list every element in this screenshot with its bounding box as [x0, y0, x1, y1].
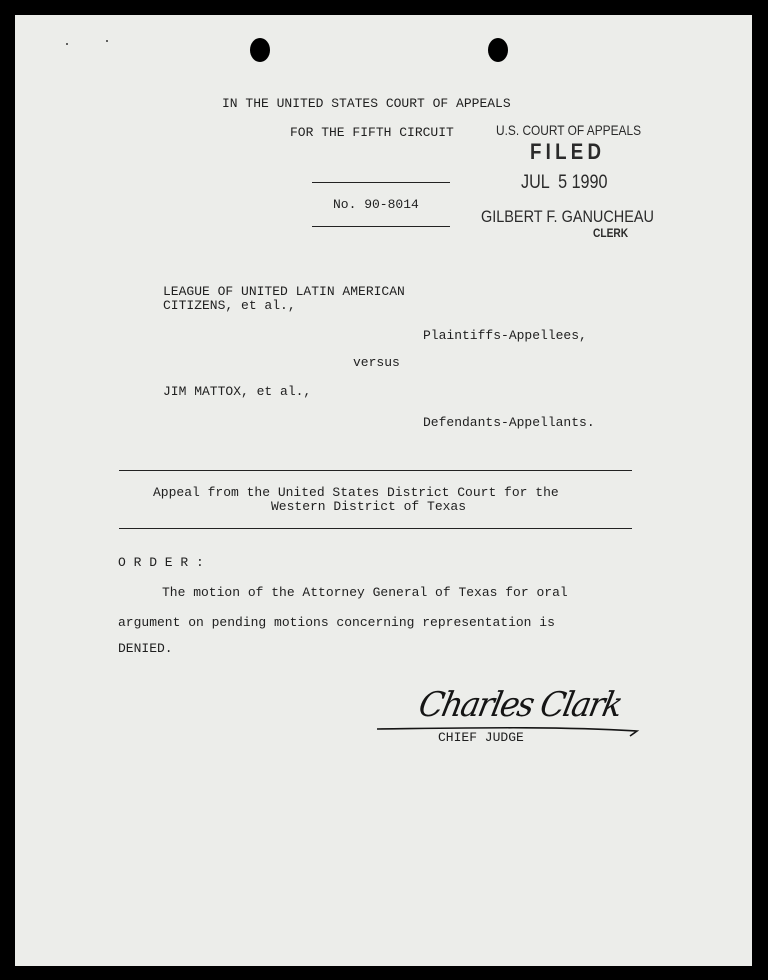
plaintiff-name: LEAGUE OF UNITED LATIN AMERICAN [163, 284, 405, 299]
appeal-line-1: Appeal from the United States District Court for the [153, 485, 559, 500]
order-heading: O R D E R : [118, 555, 204, 570]
stamp-clerk-name: GILBERT F. GANUCHEAU [481, 207, 654, 226]
stamp-date: JUL 5 1990 [521, 172, 608, 193]
speck [66, 43, 68, 45]
circuit-title: FOR THE FIFTH CIRCUIT [290, 125, 454, 140]
order-text-1: The motion of the Attorney General of Texas for oral [162, 585, 568, 600]
stamp-court: U.S. COURT OF APPEALS [496, 122, 642, 138]
divider [312, 226, 450, 227]
stamp-clerk-title: CLERK [593, 226, 629, 240]
divider [312, 182, 450, 183]
signer-title: CHIEF JUDGE [438, 730, 524, 745]
order-text-3: DENIED. [118, 641, 173, 656]
order-text-2: argument on pending motions concerning representation is [118, 615, 555, 630]
divider [119, 470, 632, 471]
versus: versus [353, 355, 400, 370]
document-page [15, 15, 752, 966]
punch-hole [250, 38, 270, 62]
court-title: IN THE UNITED STATES COURT OF APPEALS [222, 96, 511, 111]
plaintiff-name-cont: CITIZENS, et al., [163, 298, 296, 313]
divider [119, 528, 632, 529]
stamp-status: FILED [530, 139, 606, 164]
defendant-name: JIM MATTOX, et al., [163, 384, 312, 399]
plaintiff-role: Plaintiffs-Appellees, [423, 328, 587, 343]
speck [106, 40, 108, 42]
defendant-role: Defendants-Appellants. [423, 415, 595, 430]
case-number: No. 90-8014 [333, 197, 419, 212]
punch-hole [488, 38, 508, 62]
judge-signature: Charles Clark [415, 685, 625, 725]
appeal-line-2: Western District of Texas [271, 499, 467, 514]
